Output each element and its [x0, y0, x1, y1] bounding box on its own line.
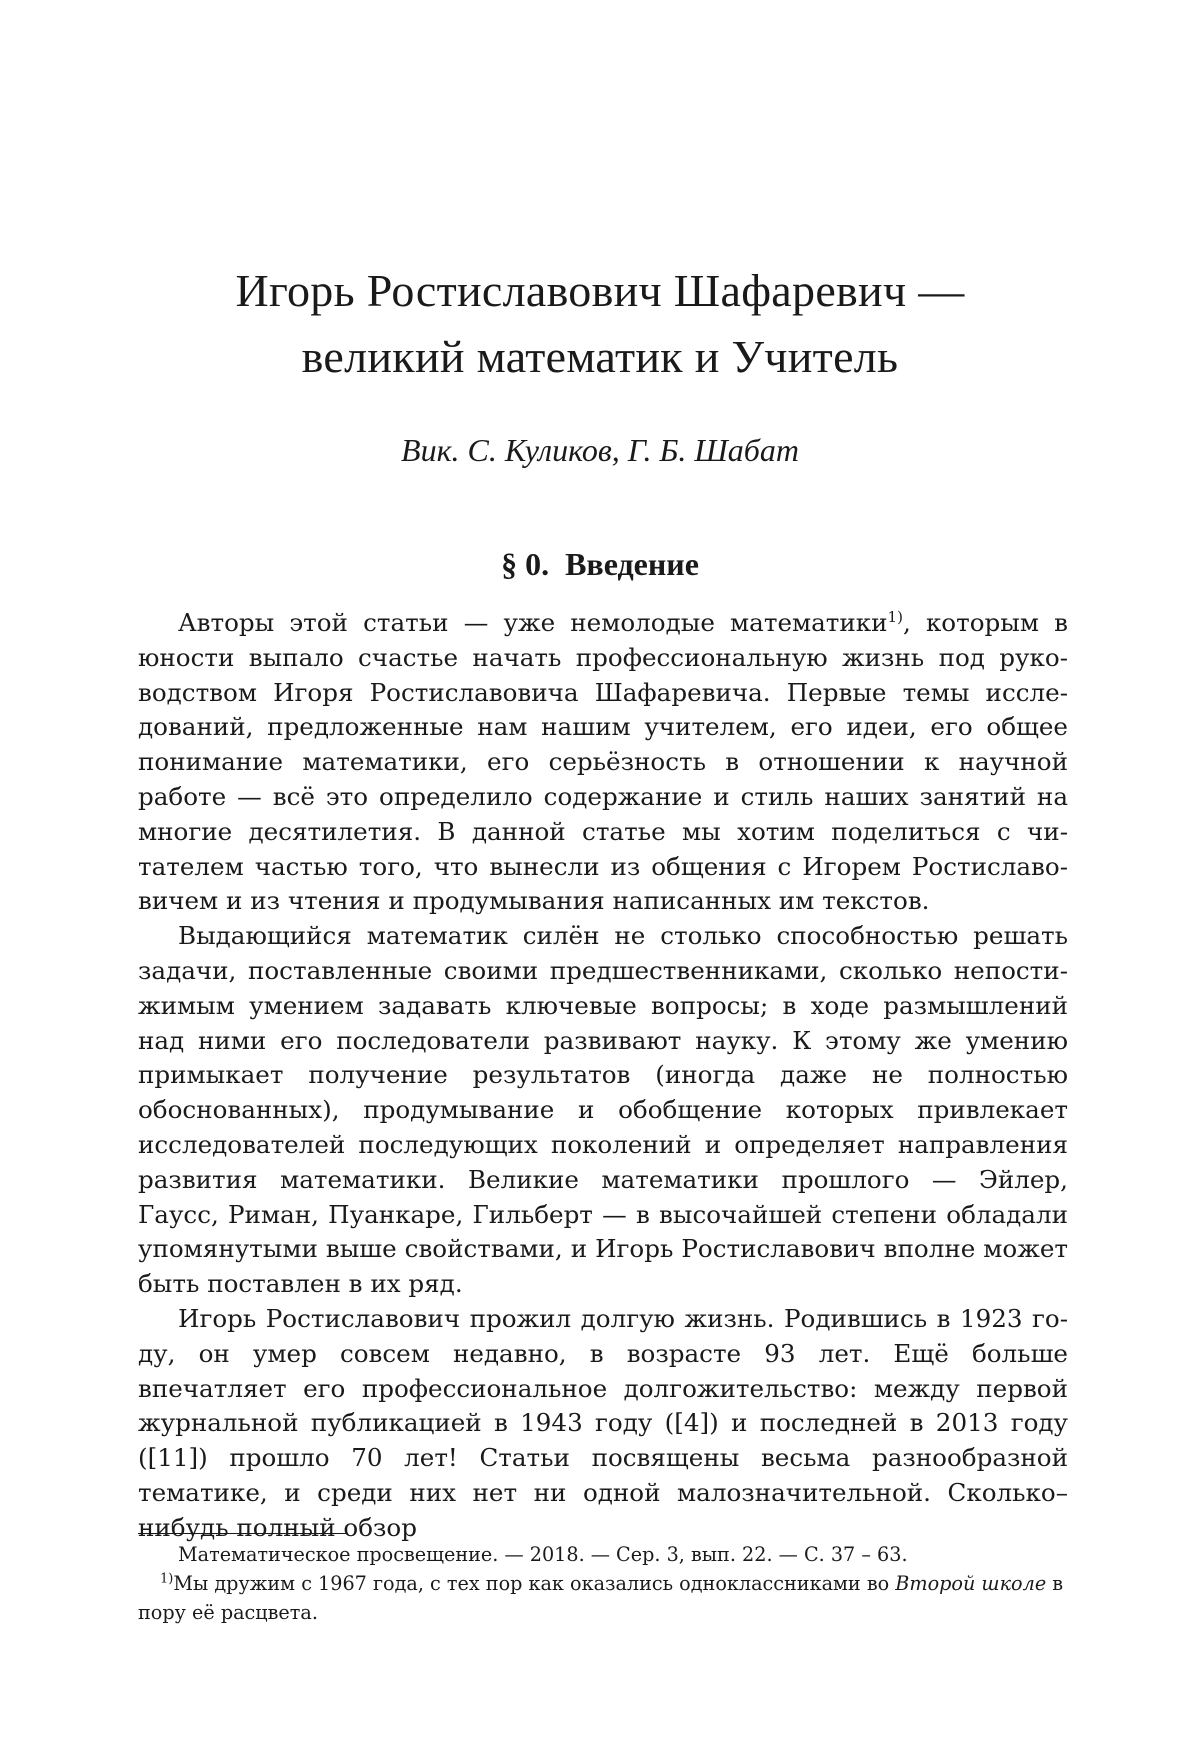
paragraph-1 [138, 606, 1068, 919]
article-body [138, 606, 1068, 1546]
footnote-1-text-a: Мы дружим с 1967 года, с тех пор как оказались одноклассниками во [173, 1572, 896, 1595]
paragraph-2: Выдающийся математик силён не столько способностью решать задачи, поставленные своими предшественниками, сколько непостижимым умением задавать ключевые вопросы; в ходе размышлений над ними его последователи развивают науку. К этому же умению примыкает получение результатов (иногда даже не полностью обоснованных), продумывание и обобщение которых привлекает исследователей последующих поколений и определяет направления развития математики. Великие математики прошлого — Эйлер, Гаусс, Риман, Пуанкаре, Гильберт — в высочайшей степени обладали упомянутыми выше свойствами, и Игорь Ростиславович вполне может быть поставлен в их ряд. [138, 921, 1068, 1299]
footnote-divider [138, 1533, 348, 1534]
section-title: Введение [565, 546, 699, 582]
footnote-1-reference[interactable]: 1) [887, 607, 903, 626]
publication-source-note: Математическое просвещение. — 2018. — Сер. 3, вып. 22. — С. 37 – 63. [178, 1543, 908, 1566]
footnote-1-text-b: в пору её расцвета. [138, 1572, 1064, 1624]
paragraph-1-text-a: Авторы этой статьи — уже немолодые математики [178, 608, 888, 637]
footnote-1-mark: 1) [160, 1571, 174, 1587]
paragraph-3: Игорь Ростиславович прожил долгую жизнь. Родившись в 1923 году, он умер совсем недавно, в возрасте 93 лет. Ещё больше впечатляет его профессиональное долгожительство: между первой журнальной публикацией в 1943 году ([4]) и последней в 2013 году ([11]) прошло 70 лет! Статьи посвящены весьма разнообразной тематике, и среди них нет ни одной малозначительной. Сколько–нибудь полный обзор [138, 1303, 1068, 1542]
footnotes [138, 1540, 1068, 1627]
article-title-line-1: Игорь Ростиславович Шафаревич — [235, 265, 965, 316]
footnote-1 [138, 1569, 1068, 1627]
section-number: § 0. [501, 546, 550, 582]
article-authors: Вик. С. Куликов, Г. Б. Шабат [401, 432, 799, 468]
article-title [0, 258, 1200, 390]
footnote-1-italic-text: Второй школе [895, 1572, 1047, 1595]
article-title-line-2: великий математик и Учитель [301, 331, 899, 382]
section-heading [0, 544, 1200, 584]
paragraph-1-text-b: , которым в юности выпало счастье начать профессиональную жизнь под руководством Игоря Ростиславовича Шафаревича. Первые темы исследований, предложенные нам нашим учителем, его идеи, его общее понимание математики, его серьёзность в отношении к научной работе — всё это определило содержание и стиль наших занятий на многие десятилетия. В данной статье мы хотим поделиться с читателем частью того, что вынесли из общения с Игорем Ростиславовичем и из чтения и продумывания написанных им текстов. [138, 608, 1068, 916]
